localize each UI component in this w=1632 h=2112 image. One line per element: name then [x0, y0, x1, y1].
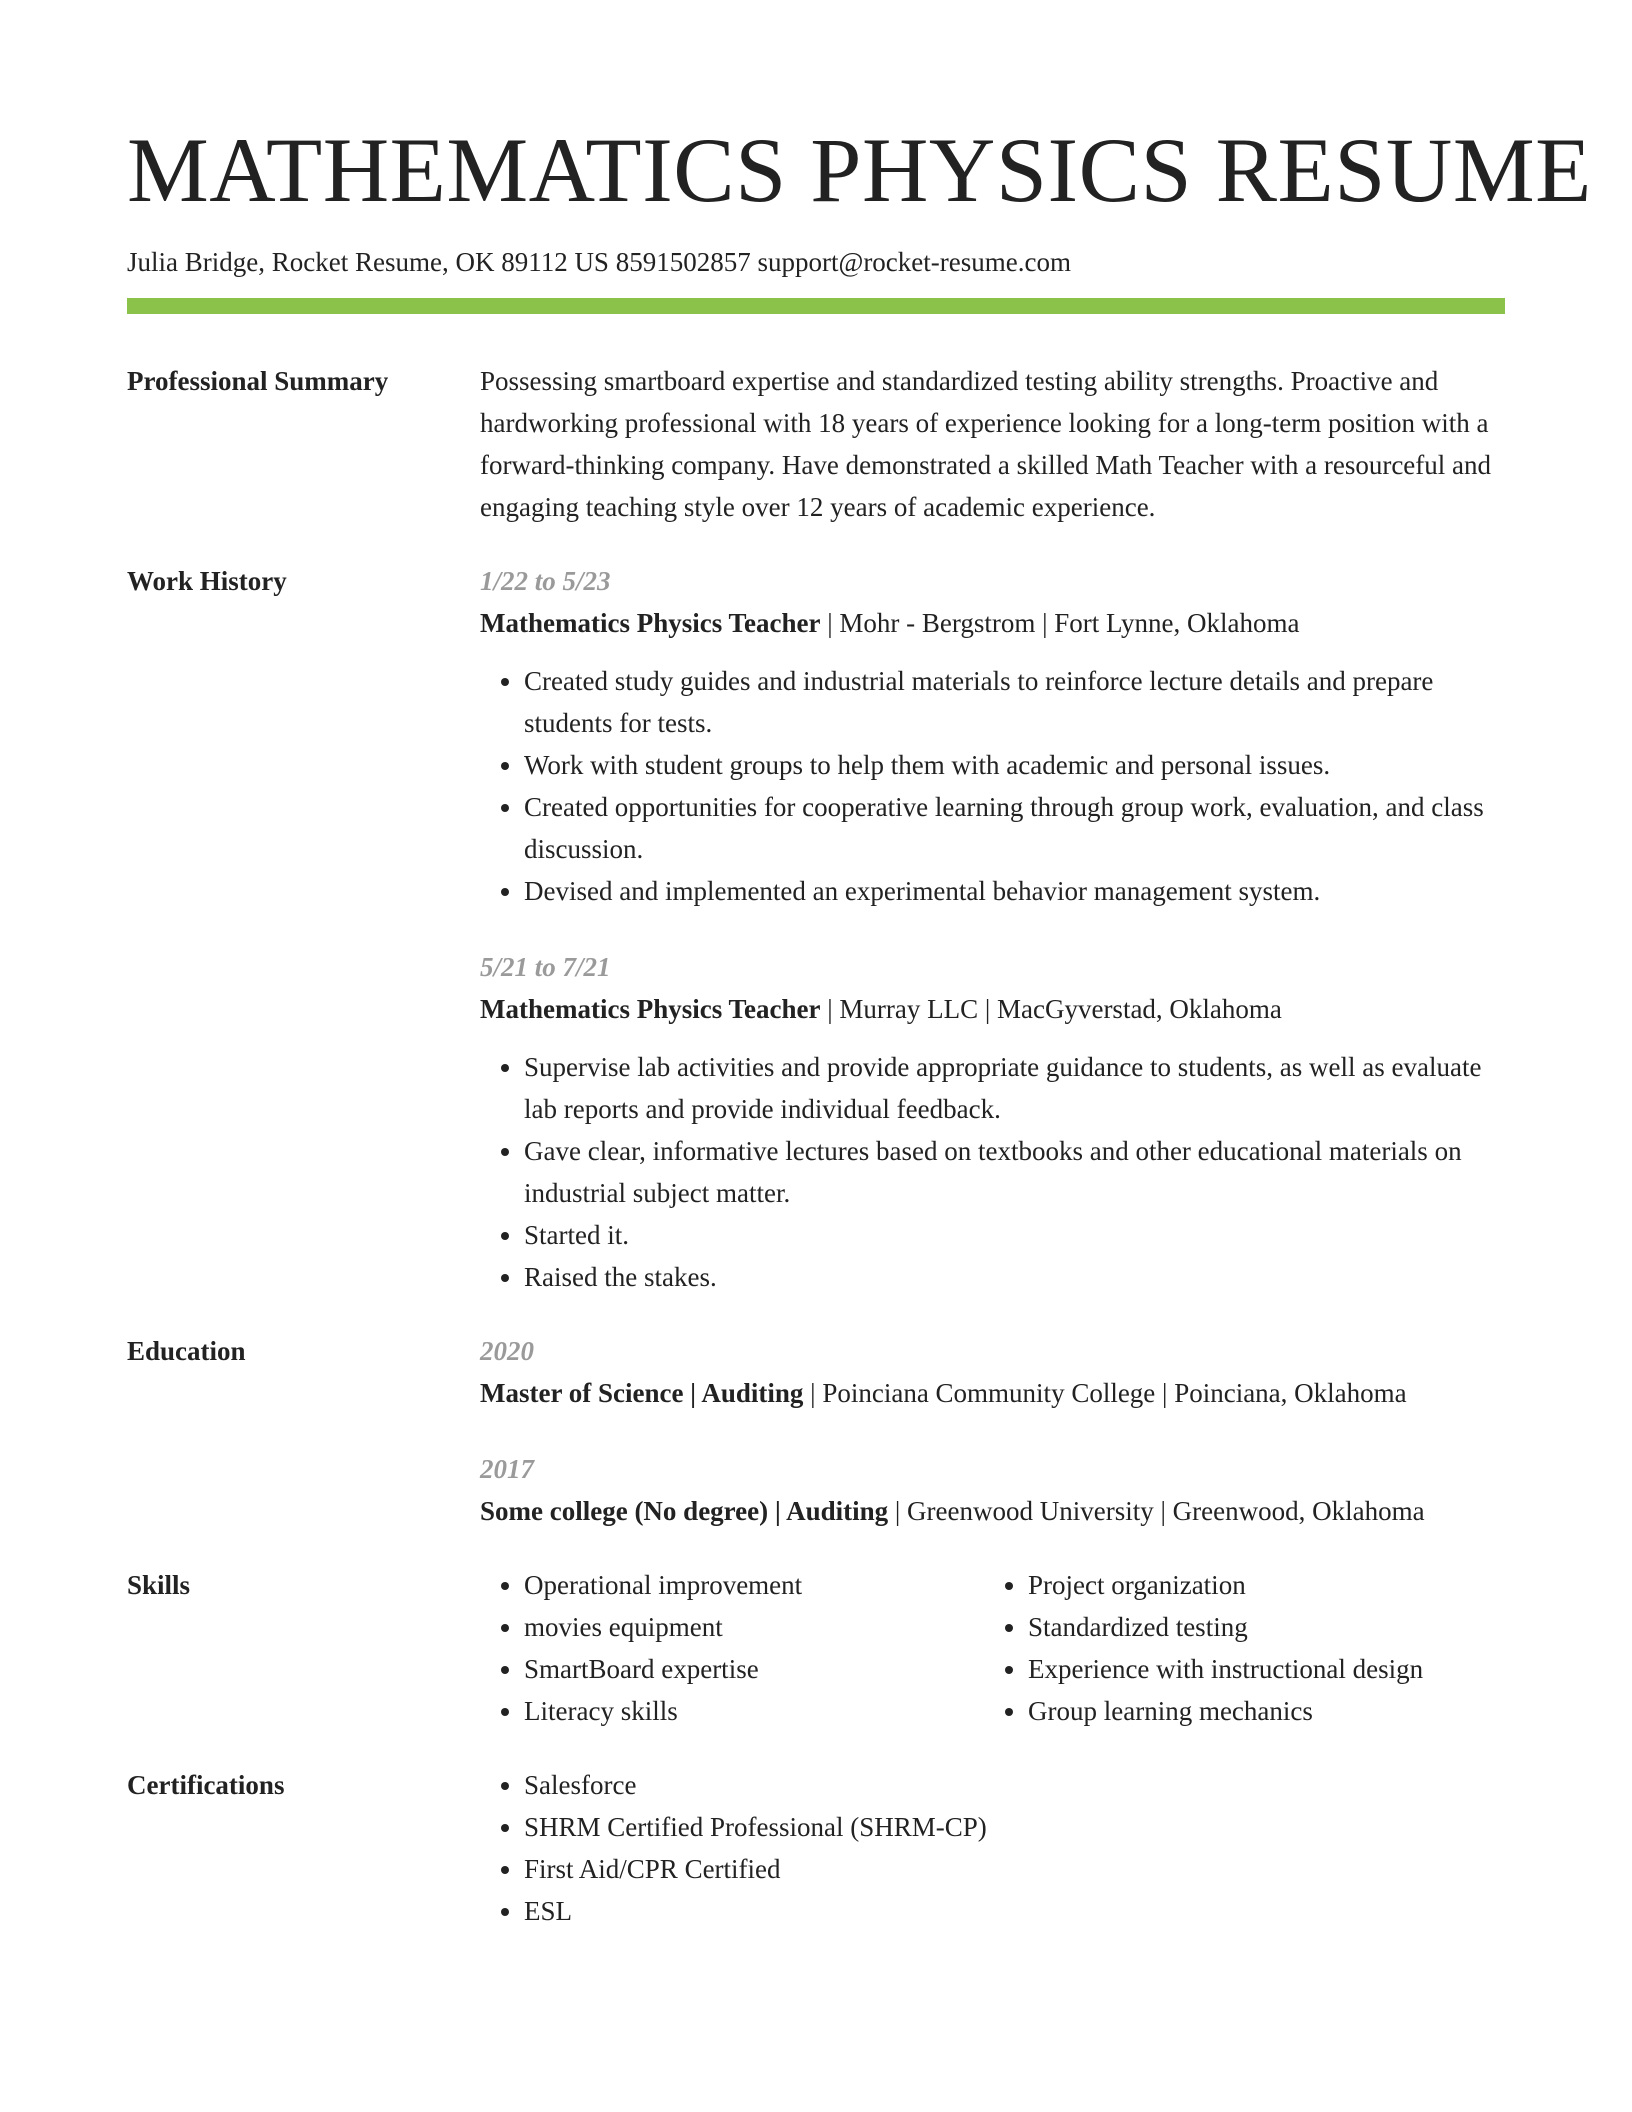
job-bullets — [480, 1046, 1505, 1298]
job-entry — [480, 560, 1505, 912]
skill-item: • Literacy skills — [524, 1690, 984, 1732]
section-work-history — [127, 560, 1505, 1298]
skill-item: • Operational improvement — [524, 1564, 984, 1606]
certification-item: • First Aid/CPR Certified — [524, 1848, 1505, 1890]
skills-grid — [480, 1564, 1508, 1732]
job-bullet: • Work with student groups to help them with academic and personal issues. — [524, 744, 1505, 786]
work-history-body — [480, 560, 1505, 1298]
section-title-certifications: Certifications — [127, 1770, 285, 1800]
skill-item: • Standardized testing — [1028, 1606, 1508, 1648]
header-divider — [127, 298, 1505, 314]
resume-sections — [127, 360, 1505, 1932]
certification-item: • ESL — [524, 1890, 1505, 1932]
job-details: | Murray LLC | MacGyverstad, Oklahoma — [820, 994, 1282, 1024]
job-bullet: • Supervise lab activities and provide appropriate guidance to students, as well as evaluate lab reports and provide individual feedback. — [524, 1046, 1505, 1130]
section-skills — [127, 1564, 1505, 1732]
section-title-education: Education — [127, 1336, 246, 1366]
job-details: | Mohr - Bergstrom | Fort Lynne, Oklahoma — [820, 608, 1300, 638]
contact-line — [127, 244, 1505, 280]
skill-item: • Group learning mechanics — [1028, 1690, 1508, 1732]
education-entry — [480, 1330, 1505, 1414]
education-entry — [480, 1448, 1505, 1532]
job-role: Mathematics Physics Teacher — [480, 608, 821, 638]
job-bullet: • Raised the stakes. — [524, 1256, 1505, 1298]
skills-body — [480, 1564, 1508, 1732]
section-title-skills: Skills — [127, 1570, 191, 1600]
certification-item: • SHRM Certified Professional (SHRM-CP) — [524, 1806, 1505, 1848]
job-dates: 5/21 to 7/21 — [480, 952, 611, 982]
job-dates: 1/22 to 5/23 — [480, 566, 611, 596]
job-bullet: • Gave clear, informative lectures based on textbooks and other educational materials on industrial subject matter. — [524, 1130, 1505, 1214]
summary-body — [480, 360, 1505, 528]
section-title-summary: Professional Summary — [127, 366, 389, 396]
contact-email: support@rocket-resume.com — [757, 247, 1071, 277]
job-title-line — [480, 988, 1505, 1030]
education-body — [480, 1330, 1505, 1532]
job-title-line — [480, 602, 1505, 644]
education-year: 2020 — [480, 1336, 534, 1366]
skill-item: • movies equipment — [524, 1606, 984, 1648]
certification-item: • Salesforce — [524, 1764, 1505, 1806]
certifications-body — [480, 1764, 1505, 1932]
education-details: | Poinciana Community College | Poinciana, Oklahoma — [803, 1378, 1407, 1408]
education-title-line — [480, 1490, 1505, 1532]
education-year: 2017 — [480, 1454, 534, 1484]
section-certifications — [127, 1764, 1505, 1932]
job-bullet: • Created study guides and industrial materials to reinforce lecture details and prepare students for tests. — [524, 660, 1505, 744]
certifications-list — [480, 1764, 1505, 1932]
skills-column-1 — [480, 1564, 984, 1732]
skill-item: • SmartBoard expertise — [524, 1648, 984, 1690]
section-title-work-history: Work History — [127, 566, 287, 596]
contact-address: Julia Bridge, Rocket Resume, OK 89112 US — [127, 247, 609, 277]
job-bullet: • Devised and implemented an experimental behavior management system. — [524, 870, 1505, 912]
skills-column-2 — [984, 1564, 1508, 1732]
job-entry — [480, 946, 1505, 1298]
job-bullets — [480, 660, 1505, 912]
skill-item: • Project organization — [1028, 1564, 1508, 1606]
job-bullet: • Created opportunities for cooperative learning through group work, evaluation, and class discussion. — [524, 786, 1505, 870]
education-degree: Master of Science | Auditing — [480, 1378, 804, 1408]
resume-title: MATHEMATICS PHYSICS RESUME — [127, 119, 1592, 221]
education-title-line — [480, 1372, 1505, 1414]
section-education — [127, 1330, 1505, 1532]
job-bullet: • Started it. — [524, 1214, 1505, 1256]
summary-text: Possessing smartboard expertise and standardized testing ability strengths. Proactive and hardworking professional with 18 years of experience looking for a long-term position with a forward-thinking company. Have demonstrated a skilled Math Teacher with a resourceful and engaging teaching style over 12 years of academic experience. — [480, 366, 1492, 522]
education-details: | Greenwood University | Greenwood, Oklahoma — [888, 1496, 1425, 1526]
job-role: Mathematics Physics Teacher — [480, 994, 821, 1024]
section-summary — [127, 360, 1505, 528]
skill-item: • Experience with instructional design — [1028, 1648, 1508, 1690]
education-degree: Some college (No degree) | Auditing — [480, 1496, 889, 1526]
contact-phone: 8591502857 — [615, 247, 751, 277]
